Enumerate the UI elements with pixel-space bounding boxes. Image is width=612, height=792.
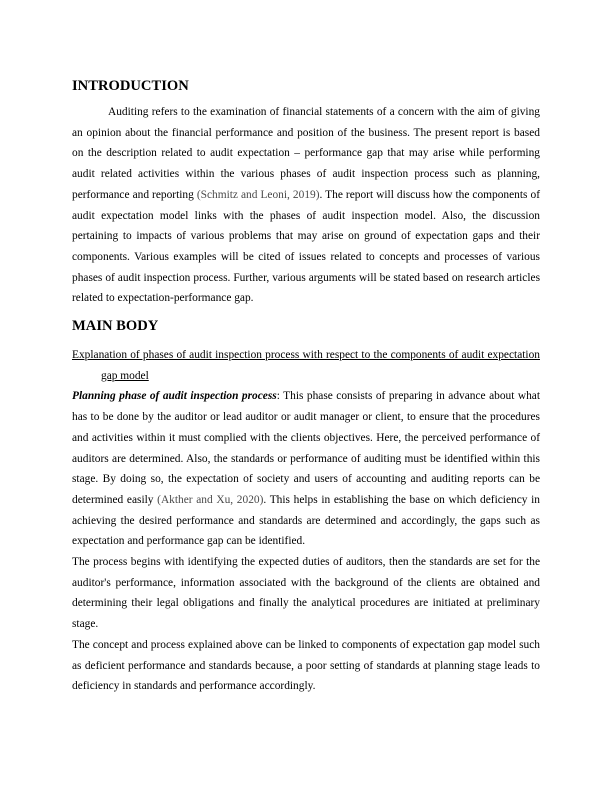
citation-akther-xu: (Akther and Xu, 2020) bbox=[157, 493, 264, 506]
process-paragraph: The process begins with identifying the expected duties of auditors, then the standards are set for the auditor's performance, information associated with the background of the clients are obtained and determining their legal obligations and finally the analytical procedures are initiated at preliminary stage. bbox=[72, 556, 540, 631]
section-subheading: Explanation of phases of audit inspection process with respect to the components of audit expectation gap model bbox=[72, 349, 540, 382]
introduction-text-2: . The report will discuss how the components of audit expectation model links with the phases of audit inspection model. Also, the discussion pertaining to impacts of various problems that may arise on ground of expectation gaps and their components. Various examples will be cited of issues related to concepts and processes of various phases of audit inspection process. Further, various arguments will be stated based on research articles related to expectation-performance gap. bbox=[72, 188, 540, 305]
planning-phase-text-2: . This helps in establishing the base on which deficiency in achieving the desired performance and standards are determined and accordingly, the gaps such as expectation and performance gap can be identified. bbox=[72, 493, 540, 548]
planning-phase-text-1: : This phase consists of preparing in advance about what has to be done by the auditor or lead auditor or audit manager or client, to ensure that the procedures and activities within it must complied with the clients objectives. Here, the perceived performance of auditors are determined. Also, the standards or performance of auditing must be identified within this stage. By doing so, the expectation of society and users of accounting and auditing reports can be determined easily bbox=[72, 390, 540, 506]
concept-paragraph: The concept and process explained above can be linked to components of expectation gap model such as deficient performance and standards because, a poor setting of standards at planning stage leads to deficiency in standards and performance accordingly. bbox=[72, 638, 540, 693]
introduction-paragraph bbox=[72, 102, 540, 309]
planning-phase-paragraph bbox=[72, 386, 540, 552]
planning-phase-lead: Planning phase of audit inspection process bbox=[72, 390, 277, 403]
introduction-text-1: Auditing refers to the examination of financial statements of a concern with the aim of giving an opinion about the financial performance and position of the business. The present report is based on the description related to audit expectation – performance gap that may arise while performing audit related activities within the various phases of audit inspection process such as planning, performance and reporting bbox=[72, 106, 540, 201]
introduction-heading: INTRODUCTION bbox=[72, 78, 189, 94]
main-body-heading: MAIN BODY bbox=[72, 318, 159, 335]
citation-schmitz-leoni: (Schmitz and Leoni, 2019) bbox=[196, 188, 320, 201]
document-page bbox=[72, 76, 540, 697]
